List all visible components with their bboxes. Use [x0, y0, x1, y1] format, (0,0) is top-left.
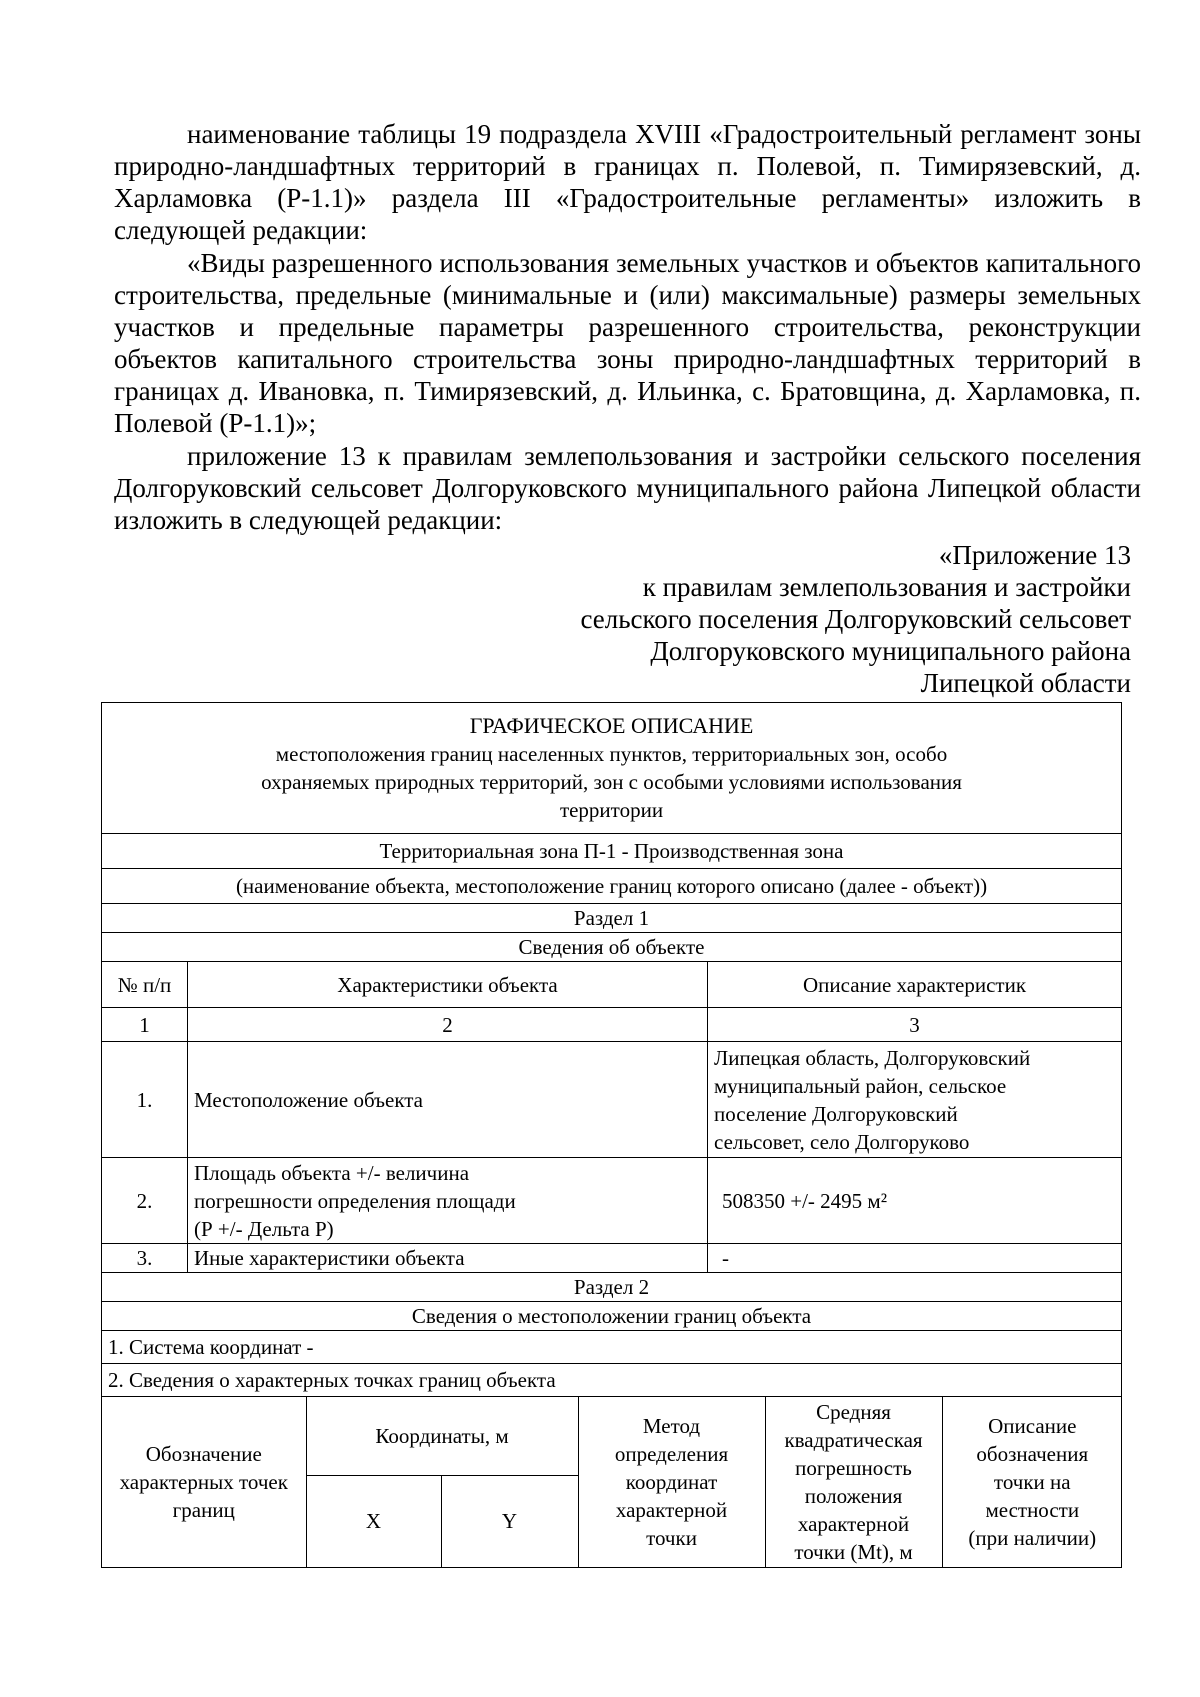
error-line-3: погрешность [795, 1456, 912, 1480]
table-row [102, 1158, 1122, 1244]
method-line-1: Метод [642, 1414, 701, 1438]
points-header-row [102, 1397, 1122, 1568]
row2-name-line-1: Площадь объекта +/- величина [194, 1160, 470, 1185]
points-header-cell [102, 1397, 1122, 1568]
location-line-1: Описание [988, 1414, 1077, 1438]
coord-system-row [102, 1331, 1122, 1364]
error-line-4: положения [804, 1484, 903, 1508]
section2-title: Сведения о местоположении границ объекта [102, 1302, 1122, 1331]
method-line-4: характерной [615, 1498, 728, 1522]
points-header-location [942, 1397, 1122, 1567]
col-number-1: 1 [102, 1008, 188, 1042]
error-line-6: точки (Mt), м [794, 1540, 913, 1564]
points-header-x: X [306, 1475, 441, 1567]
row1-value-line-4: сельсовет, село Долгоруково [714, 1129, 970, 1154]
location-line-4: местности [985, 1498, 1080, 1522]
appendix-header [580, 539, 1131, 699]
row1-value-line-2: муниципальный район, сельское [714, 1073, 1007, 1098]
appendix-line-5: Липецкой области [920, 668, 1131, 698]
table-title-row [102, 703, 1122, 834]
table-title: ГРАФИЧЕСКОЕ ОПИСАНИЕ [469, 713, 754, 738]
row2-num: 2. [102, 1158, 188, 1244]
object-caption: (наименование объекта, местоположение границ которого описано (далее - объект)) [102, 869, 1122, 904]
location-line-5: (при наличии) [968, 1526, 1097, 1550]
column-numbers-row [102, 1008, 1122, 1042]
table-header-row [102, 962, 1122, 1008]
table-subtitle-line-2: охраняемых природных территорий, зон с особыми условиями использования [261, 770, 962, 794]
col-number-3: 3 [708, 1008, 1122, 1042]
paragraph2-text: «Виды разрешенного использования земельных участков и объектов капитального строительства, предельные (минимальные и (или) максимальные) размеры земельных участков и предельные параметры разрешенного строительства, реконструкции объектов капитального строительства зоны природно-ландшафтных территорий в границах д. Ивановка, п. Тимирязевский, д. Ильинка, с. Братовщина, д. Харламовка, п. Полевой (Р-1.1)»; [114, 248, 1141, 438]
error-line-2: квадратическая [784, 1428, 923, 1452]
row2-name-line-2: погрешности определения площади [194, 1188, 516, 1213]
row2-value: 508350 +/- 2495 м² [708, 1158, 1122, 1244]
paragraph3-text: приложение 13 к правилам землепользования и застройки сельского поселения Долгоруковский сельсовет Долгоруковского муниципального района Липецкой области изложить в следующей редакции: [114, 441, 1141, 535]
appendix-line-1: «Приложение 13 [938, 540, 1131, 570]
appendix-line-2: к правилам землепользования и застройки [642, 572, 1131, 602]
paragraph-types-of-use [114, 247, 1141, 439]
row3-num: 3. [102, 1244, 188, 1273]
header-num: № п/п [102, 962, 188, 1008]
appendix-line-3: сельского поселения Долгоруковский сельсовет [580, 604, 1131, 634]
points-header-coordinates: Координаты, м [306, 1397, 578, 1475]
paragraph1-text: наименование таблицы 19 подраздела XVIII «Градостроительный регламент зоны природно-ландшафтных территорий в границах п. Полевой, п. Тимирязевский, д. Харламовка (Р-1.1)» раздела III «Градостроительные регламенты» изложить в следующей редакции: [114, 119, 1141, 245]
row1-value [708, 1042, 1122, 1158]
method-line-5: точки [646, 1526, 697, 1550]
table-subtitle-line-3: территории [559, 798, 664, 822]
object-caption-row [102, 869, 1122, 904]
designation-line-2: характерных точек [119, 1470, 288, 1494]
header-characteristics: Характеристики объекта [188, 962, 708, 1008]
points-info: 2. Сведения о характерных точках границ объекта [102, 1364, 1122, 1397]
section2-title-row [102, 1302, 1122, 1331]
coord-system: 1. Система координат - [102, 1331, 1122, 1364]
table-subtitle-line-1: местоположения границ населенных пунктов, территориальных зон, особо [275, 742, 948, 766]
header-description: Описание характеристик [708, 962, 1122, 1008]
section2-row [102, 1273, 1122, 1302]
error-line-5: характерной [797, 1512, 910, 1536]
method-line-3: координат [625, 1470, 718, 1494]
section1-title-row [102, 933, 1122, 962]
designation-line-3: границ [172, 1498, 235, 1522]
location-line-2: обозначения [976, 1442, 1089, 1466]
points-header-error [765, 1397, 942, 1567]
paragraph-appendix13 [114, 440, 1141, 536]
designation-line-1: Обозначение [145, 1442, 262, 1466]
section1-title: Сведения об объекте [102, 933, 1122, 962]
points-header-table [102, 1397, 1122, 1567]
zone-name: Территориальная зона П-1 - Производственная зона [102, 834, 1122, 869]
row1-num: 1. [102, 1042, 188, 1158]
appendix-line-4: Долгоруковского муниципального района [650, 636, 1131, 666]
section1-row [102, 904, 1122, 933]
row2-name [188, 1158, 708, 1244]
col-number-2: 2 [188, 1008, 708, 1042]
location-line-3: точки на [993, 1470, 1071, 1494]
row3-value: - [708, 1244, 1122, 1273]
table-row [102, 1244, 1122, 1273]
table-row [102, 1042, 1122, 1158]
zone-name-row [102, 834, 1122, 869]
row1-name: Местоположение объекта [188, 1042, 708, 1158]
points-header-method [578, 1397, 765, 1567]
table-title-cell [102, 703, 1122, 834]
row1-value-line-3: поселение Долгоруковский [714, 1101, 958, 1126]
section2-label: Раздел 2 [102, 1273, 1122, 1302]
row2-name-line-3: (Р +/- Дельта Р) [194, 1216, 334, 1241]
row1-value-line-1: Липецкая область, Долгоруковский [714, 1045, 1031, 1070]
points-header-y: Y [441, 1475, 578, 1567]
points-info-row [102, 1364, 1122, 1397]
section1-label: Раздел 1 [102, 904, 1122, 933]
graphic-description-table [101, 702, 1122, 1568]
row3-name: Иные характеристики объекта [188, 1244, 708, 1273]
method-line-2: определения [614, 1442, 729, 1466]
paragraph-table19-title [114, 118, 1141, 246]
error-line-1: Средняя [816, 1400, 891, 1424]
points-header-designation [102, 1397, 306, 1567]
